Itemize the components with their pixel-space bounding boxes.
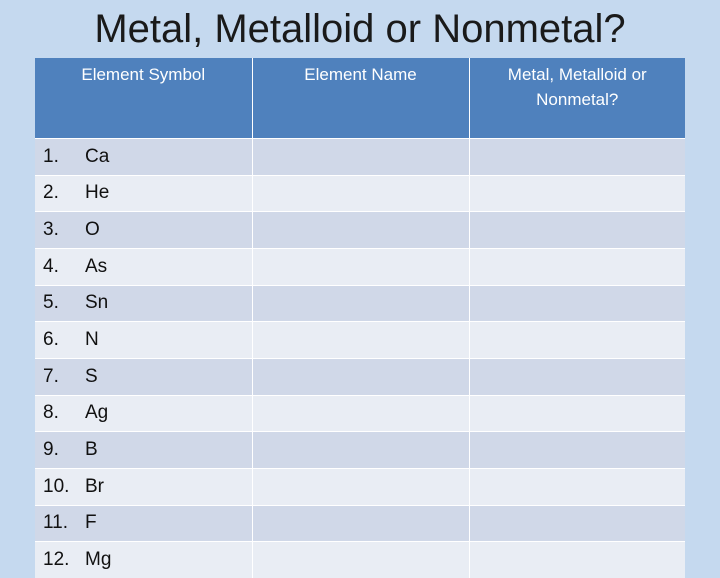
element-symbol: S — [85, 366, 98, 388]
table-row — [35, 175, 685, 212]
element-symbol: O — [85, 219, 100, 241]
row-number: 7. — [35, 366, 85, 388]
element-symbol-wrapper — [35, 439, 252, 461]
classification-cell[interactable] — [469, 322, 685, 359]
header-element-symbol: Element Symbol — [35, 58, 252, 139]
classification-cell[interactable] — [469, 432, 685, 469]
element-name-cell[interactable] — [252, 395, 469, 432]
element-symbol: As — [85, 256, 107, 278]
classification-cell[interactable] — [469, 542, 685, 578]
element-symbol: Mg — [85, 549, 111, 571]
element-symbol-wrapper — [35, 182, 252, 204]
row-number: 3. — [35, 219, 85, 241]
element-symbol-cell — [35, 358, 252, 395]
classification-cell[interactable] — [469, 468, 685, 505]
element-name-cell[interactable] — [252, 139, 469, 176]
element-symbol-cell — [35, 322, 252, 359]
table-row — [35, 322, 685, 359]
table-row — [35, 358, 685, 395]
element-symbol-wrapper — [35, 146, 252, 168]
element-symbol: Ca — [85, 146, 109, 168]
element-table — [35, 58, 685, 578]
table-row — [35, 505, 685, 542]
element-symbol-cell — [35, 248, 252, 285]
element-name-cell[interactable] — [252, 468, 469, 505]
element-symbol-wrapper — [35, 512, 252, 534]
row-number: 9. — [35, 439, 85, 461]
element-name-cell[interactable] — [252, 248, 469, 285]
row-number: 8. — [35, 402, 85, 424]
element-symbol-cell — [35, 468, 252, 505]
element-symbol-wrapper — [35, 292, 252, 314]
table-row — [35, 212, 685, 249]
row-number: 4. — [35, 256, 85, 278]
row-number: 11. — [35, 512, 85, 534]
table-row — [35, 542, 685, 578]
classification-cell[interactable] — [469, 358, 685, 395]
element-symbol-wrapper — [35, 219, 252, 241]
element-symbol: Ag — [85, 402, 108, 424]
table-row — [35, 395, 685, 432]
table-row — [35, 468, 685, 505]
header-classification: Metal, Metalloid or Nonmetal? — [469, 58, 685, 139]
element-symbol-cell — [35, 212, 252, 249]
table-row — [35, 285, 685, 322]
element-symbol: N — [85, 329, 99, 351]
element-symbol-wrapper — [35, 549, 252, 571]
classification-cell[interactable] — [469, 212, 685, 249]
element-symbol: Sn — [85, 292, 108, 314]
row-number: 12. — [35, 549, 85, 571]
classification-cell[interactable] — [469, 285, 685, 322]
classification-cell[interactable] — [469, 505, 685, 542]
table-row — [35, 139, 685, 176]
element-name-cell[interactable] — [252, 542, 469, 578]
row-number: 5. — [35, 292, 85, 314]
element-symbol-cell — [35, 542, 252, 578]
table-row — [35, 248, 685, 285]
element-symbol-wrapper — [35, 476, 252, 498]
element-symbol: B — [85, 439, 98, 461]
element-symbol-cell — [35, 395, 252, 432]
row-number: 6. — [35, 329, 85, 351]
element-name-cell[interactable] — [252, 358, 469, 395]
element-symbol-wrapper — [35, 366, 252, 388]
element-name-cell[interactable] — [252, 322, 469, 359]
element-symbol: Br — [85, 476, 104, 498]
table-row — [35, 432, 685, 469]
row-number: 10. — [35, 476, 85, 498]
element-symbol-wrapper — [35, 329, 252, 351]
element-symbol-cell — [35, 505, 252, 542]
element-symbol-cell — [35, 139, 252, 176]
classification-cell[interactable] — [469, 139, 685, 176]
row-number: 2. — [35, 182, 85, 204]
classification-cell[interactable] — [469, 175, 685, 212]
element-name-cell[interactable] — [252, 432, 469, 469]
element-name-cell[interactable] — [252, 505, 469, 542]
element-symbol: F — [85, 512, 97, 534]
element-symbol-cell — [35, 432, 252, 469]
classification-cell[interactable] — [469, 248, 685, 285]
element-symbol-wrapper — [35, 402, 252, 424]
element-symbol-cell — [35, 175, 252, 212]
element-name-cell[interactable] — [252, 285, 469, 322]
element-symbol-cell — [35, 285, 252, 322]
classification-cell[interactable] — [469, 395, 685, 432]
element-symbol: He — [85, 182, 109, 204]
table-header-row — [35, 58, 685, 139]
table-body — [35, 139, 685, 578]
element-symbol-wrapper — [35, 256, 252, 278]
element-name-cell[interactable] — [252, 175, 469, 212]
row-number: 1. — [35, 146, 85, 168]
page-title: Metal, Metalloid or Nonmetal? — [0, 2, 720, 56]
element-name-cell[interactable] — [252, 212, 469, 249]
header-element-name: Element Name — [252, 58, 469, 139]
